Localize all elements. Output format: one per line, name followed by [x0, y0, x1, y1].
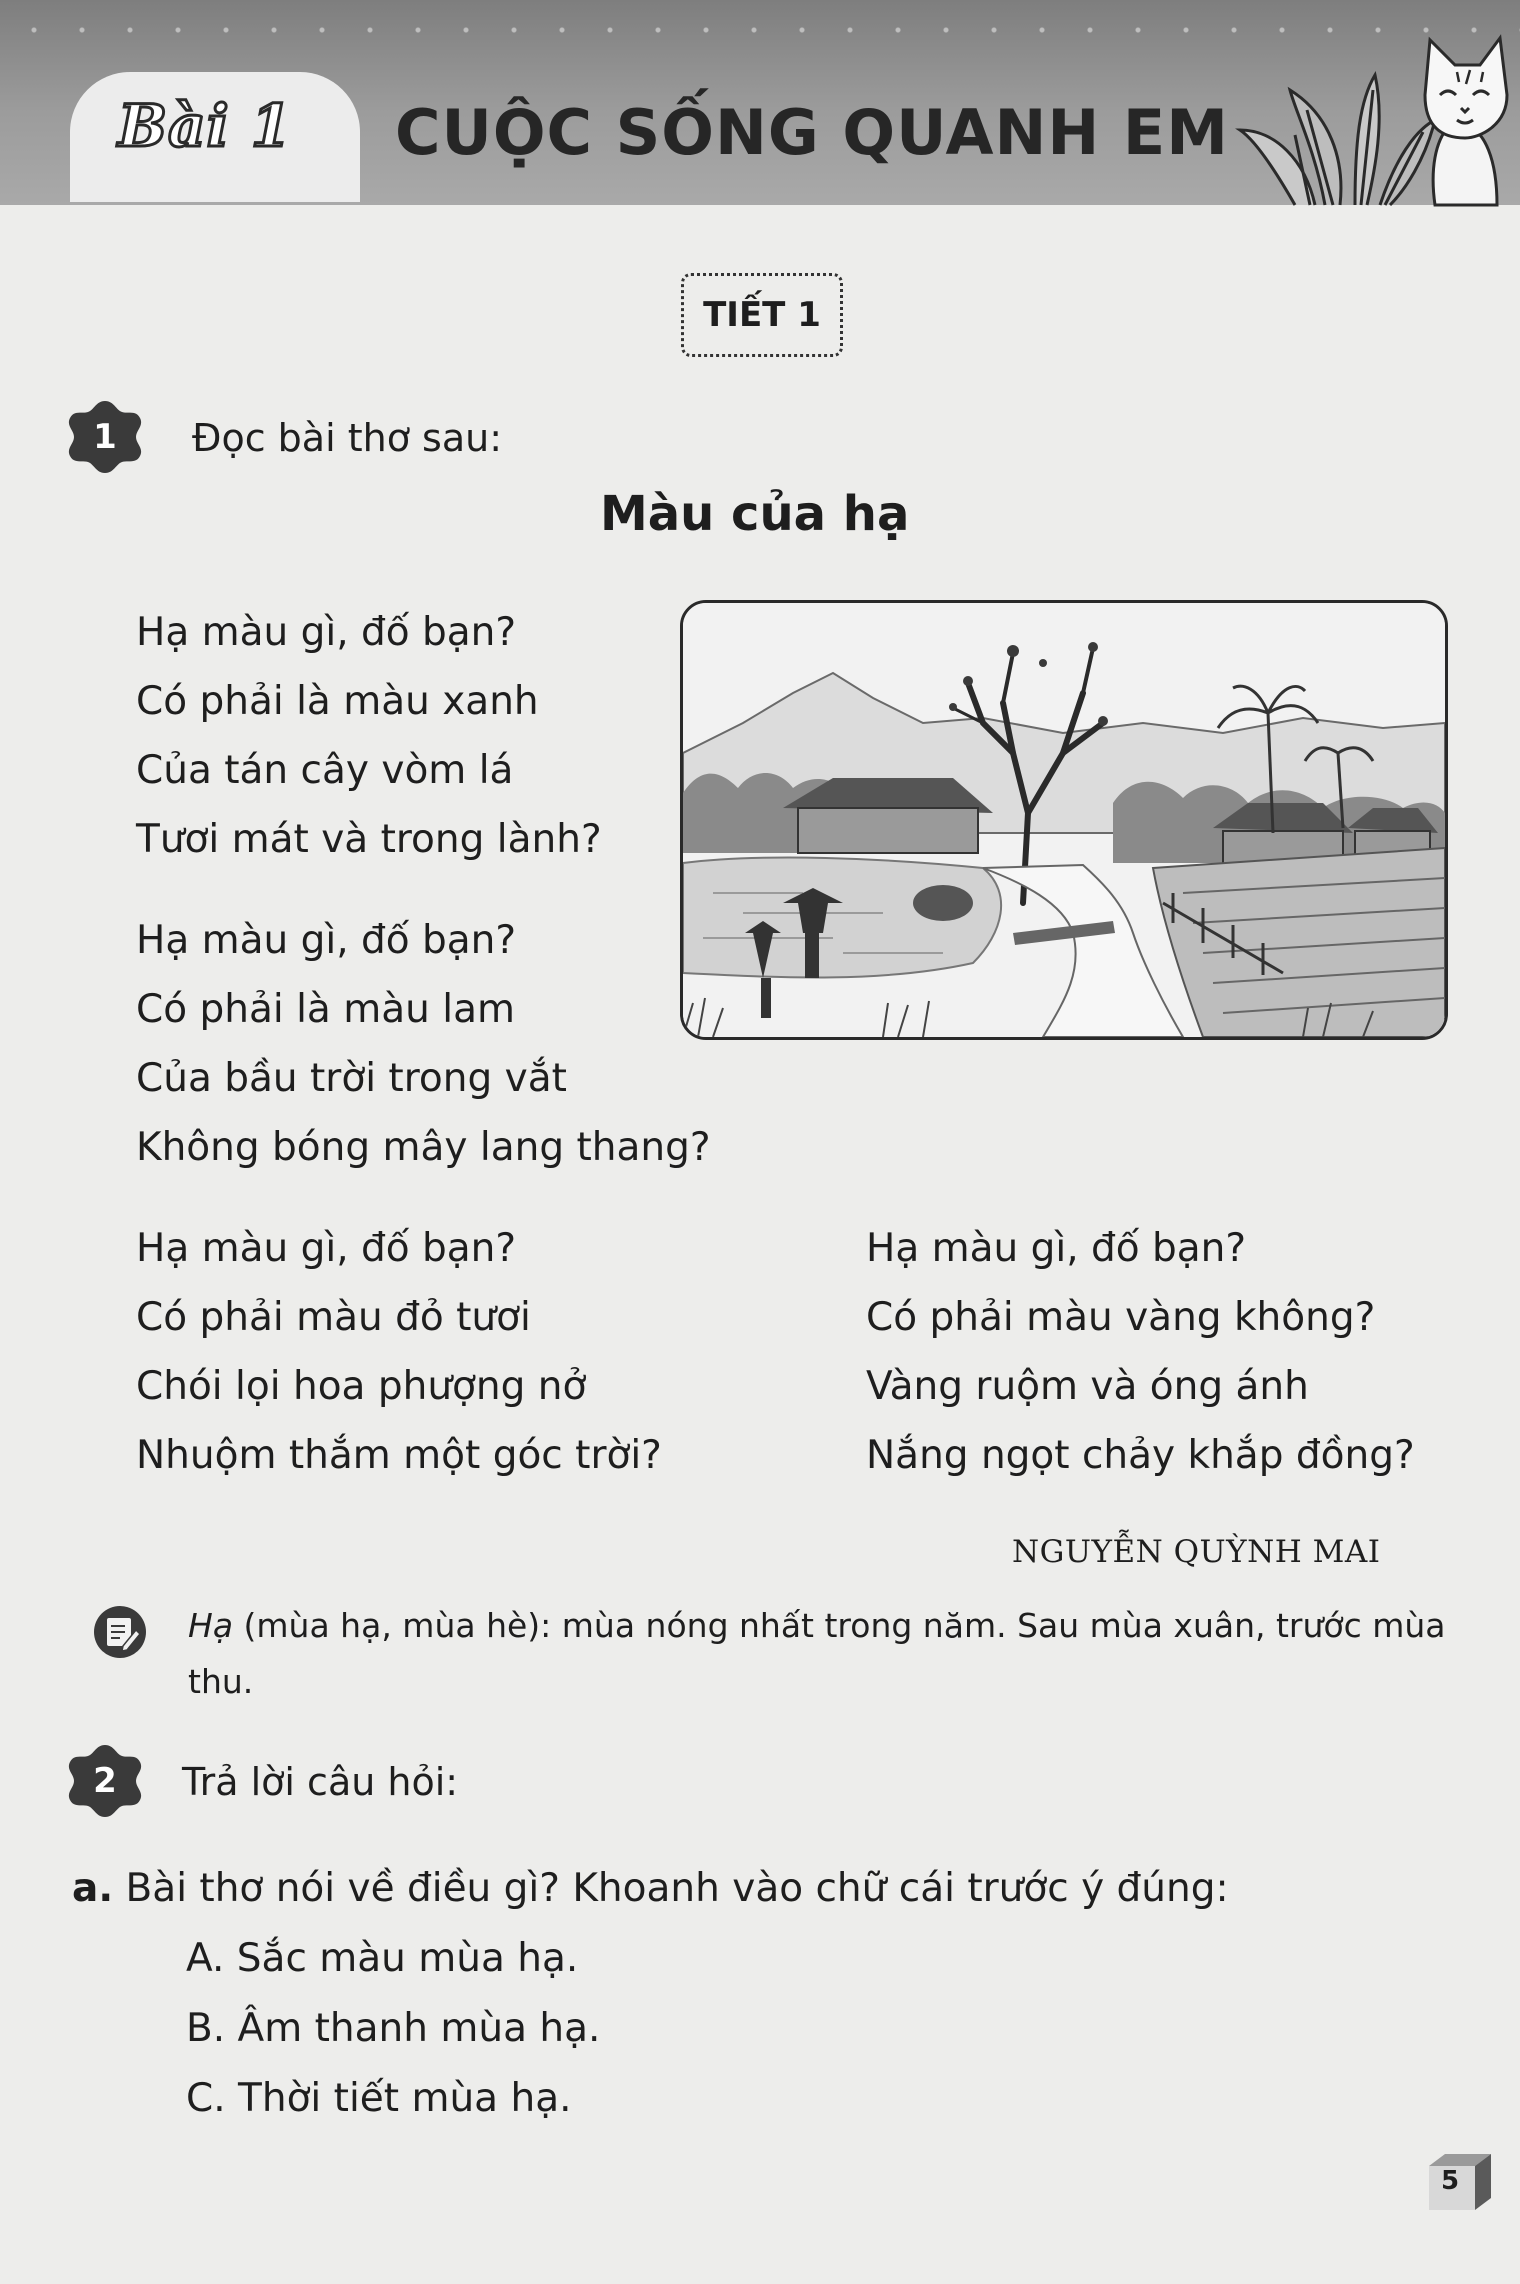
- poem-line: Hạ màu gì, đố bạn?: [866, 1226, 1247, 1271]
- poem-line: Hạ màu gì, đố bạn?: [136, 918, 517, 963]
- answer-option-b[interactable]: B. Âm thanh mùa hạ.: [186, 2006, 601, 2051]
- exercise-1-badge: [66, 398, 144, 476]
- poem-line: Tươi mát và trong lành?: [136, 817, 602, 862]
- answer-option-c[interactable]: C. Thời tiết mùa hạ.: [186, 2076, 572, 2121]
- poem-line: Hạ màu gì, đố bạn?: [136, 1226, 517, 1271]
- poem-line: Của tán cây vòm lá: [136, 748, 514, 793]
- poem-line: Nắng ngọt chảy khắp đồng?: [866, 1433, 1415, 1478]
- rural-landscape-image: [683, 603, 1445, 1037]
- page-title: CUỘC SỐNG QUANH EM: [395, 96, 1229, 169]
- poem-line: Có phải màu đỏ tươi: [136, 1295, 531, 1340]
- question-a: [72, 1866, 1229, 1911]
- poem-line: Chói lọi hoa phượng nở: [136, 1364, 587, 1409]
- poem-line: Không bóng mây lang thang?: [136, 1125, 711, 1170]
- note-pencil-icon: [92, 1604, 148, 1660]
- answer-option-a[interactable]: A. Sắc màu mùa hạ.: [186, 1936, 579, 1981]
- poem-line: Có phải màu vàng không?: [866, 1295, 1376, 1340]
- poem-line: Vàng ruộm và óng ánh: [866, 1364, 1309, 1409]
- poem-line: Hạ màu gì, đố bạn?: [136, 610, 517, 655]
- question-a-text: Bài thơ nói về điều gì? Khoanh vào chữ cái trước ý đúng:: [113, 1866, 1229, 1911]
- exercise-1-instruction: Đọc bài thơ sau:: [192, 416, 502, 460]
- period-label: TIẾT 1: [681, 273, 843, 357]
- poem-line: Có phải là màu lam: [136, 987, 515, 1032]
- exercise-2-badge: [66, 1742, 144, 1820]
- page-number-text: 5: [1440, 2166, 1460, 2196]
- poem-author: NGUYỄN QUỲNH MAI: [1012, 1534, 1381, 1570]
- glossary-note: [188, 1598, 1458, 1710]
- lesson-label: Bài 1: [118, 92, 293, 160]
- glossary-definition: (mùa hạ, mùa hè): mùa nóng nhất trong năm. Sau mùa xuân, trước mùa thu.: [188, 1606, 1446, 1701]
- page-number: [1425, 2150, 1497, 2212]
- exercise-2-instruction: Trả lời câu hỏi:: [182, 1760, 459, 1804]
- poem-line: Có phải là màu xanh: [136, 679, 539, 724]
- poem-line: Nhuộm thắm một góc trời?: [136, 1433, 662, 1478]
- cat-and-leaves-icon: [1235, 20, 1515, 210]
- poem-line: Của bầu trời trong vắt: [136, 1056, 567, 1101]
- exercise-1-number: 1: [93, 417, 117, 457]
- question-a-marker: a.: [72, 1866, 114, 1911]
- poem-title: Màu của hạ: [600, 486, 910, 542]
- exercise-2-number: 2: [93, 1761, 117, 1801]
- glossary-term: Hạ: [188, 1606, 234, 1645]
- village-illustration: [680, 600, 1448, 1040]
